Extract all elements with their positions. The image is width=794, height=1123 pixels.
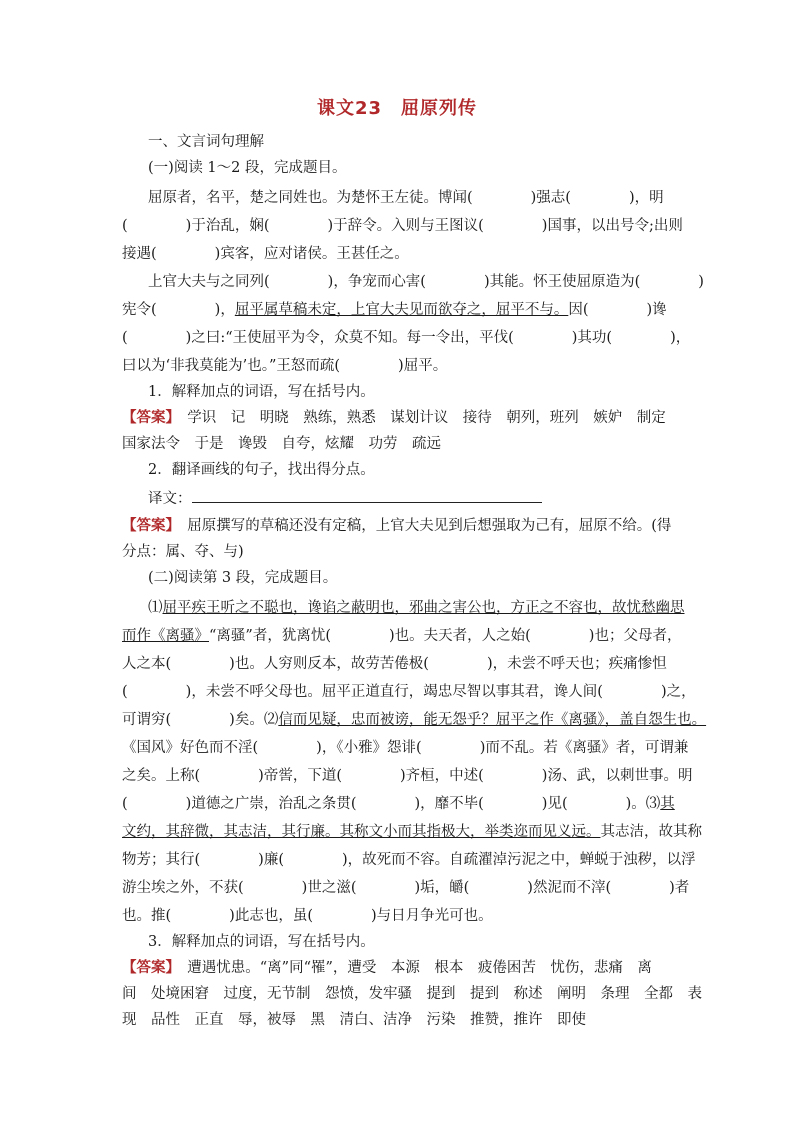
passage-line [122, 626, 682, 646]
answer-text: 学识 记 明晓 熟练，熟悉 谋划计议 接待 朝列，班列 嫉妒 制定 [172, 410, 666, 426]
answer-line: 现 品性 正直 辱，被辱 黑 清白、洁净 污染 推赞，推许 即使 [122, 1012, 586, 1028]
translation-line [148, 488, 708, 509]
page-title: 课文23 屈原列传 [316, 98, 478, 119]
answer-label: 【答案】 [122, 517, 173, 534]
translation-label: 译文： [148, 491, 192, 507]
passage-text: 其志洁，故其称 [600, 824, 702, 840]
answer-line: 分点：属、夺、与) [122, 544, 244, 560]
question-1: 1．解释加点的词语，写在括号内。 [148, 384, 375, 400]
passage-line: ( )，未尝不呼父母也。屈平正道直行，竭忠尽智以事其君，谗人间( )之， [122, 684, 696, 700]
passage-text: 因( )谗 [568, 302, 667, 318]
question-3: 3．解释加点的词语，写在括号内。 [148, 934, 375, 950]
answer-line [122, 408, 682, 428]
passage-line: ( )之曰:“王使屈平为令，众莫不知。每一令出，平伐( )其功( )， [122, 330, 691, 346]
passage-line: 物芳；其行( )廉( )，故死而不容。自疏濯淖污泥之中，蝉蜕于浊秽，以浮 [122, 852, 696, 868]
passage-line [122, 710, 707, 730]
passage-line [122, 822, 702, 842]
passage-line [122, 794, 682, 814]
passage-text: 可谓穷( )矣。⑵ [122, 712, 279, 728]
underlined-sentence: 屈平属草稿未定，上官大夫见而欲夺之，屈平不与。 [234, 302, 569, 318]
part-heading: (一)阅读 1～2 段，完成题目。 [148, 160, 347, 176]
passage-line: 接遇( )宾客，应对诸侯。王甚任之。 [122, 246, 409, 262]
passage-line: 《国风》好色而不淫( )，《小雅》怨诽( )而不乱。若《离骚》者，可谓兼 [122, 740, 689, 756]
underlined-sentence: 文约，其辞微，其志洁，其行廉。其称文小而其指极大，举类迩而见义远。 [122, 824, 601, 840]
passage-text: “离骚”者，犹离忧( )也。夫天者，人之始( )也；父母者， [209, 628, 682, 644]
passage-line [148, 598, 708, 618]
answer-text: 遭遇忧患。“离”同“罹”，遭受 本源 根本 疲倦困苦 忧伤，悲痛 离 [172, 960, 652, 976]
passage-line: 游尘埃之外，不获( )世之滋( )垢，皭( )然泥而不滓( )者 [122, 880, 690, 896]
passage-line: 曰以为‘非我莫能为’也。”王怒而疏( )屈平。 [122, 358, 448, 374]
passage-text: ( )道德之广崇，治乱之条贯( )，靡不毕( )见( )。⑶ [122, 796, 661, 812]
underlined-sentence: 而作《离骚》 [122, 628, 209, 644]
answer-label: 【答案】 [122, 959, 173, 976]
passage-text: 宪令( )， [122, 302, 235, 318]
passage-line [122, 300, 682, 320]
passage-line: 人之本( )也。人穷则反本，故劳苦倦极( )，未尝不呼天也；疾痛惨怛 [122, 656, 667, 672]
passage-line: 上官大夫与之同列( )，争宠而心害( )其能。怀王使屈原造为( ) [148, 274, 704, 290]
passage-line: ( )于治乱，娴( )于辞令。入则与王图议( )国事，以出号令;出则 [122, 218, 683, 234]
answer-line: 国家法令 于是 谗毁 自夸，炫耀 功劳 疏远 [122, 436, 441, 452]
passage-text: ⑴ [148, 600, 163, 616]
underlined-sentence: 屈平疾王听之不聪也，谗谄之蔽明也，邪曲之害公也，方正之不容也，故忧愁幽思 [162, 600, 685, 616]
answer-text: 屈原撰写的草稿还没有定稿，上官大夫见到后想强取为己有，屈原不给。(得 [172, 518, 672, 534]
underlined-sentence: 其 [660, 796, 675, 812]
translation-blank[interactable] [192, 488, 542, 503]
answer-line [122, 516, 682, 536]
question-2: 2．翻译画线的句子，找出得分点。 [148, 462, 375, 478]
passage-line: 之矣。上称( )帝喾，下道( )齐桓，中述( )汤、武，以刺世事。明 [122, 768, 693, 784]
part-heading: (二)阅读第 3 段，完成题目。 [148, 570, 338, 586]
answer-label: 【答案】 [122, 409, 173, 426]
answer-line: 间 处境困窘 过度，无节制 怨愤，发牢骚 提到 提到 称述 阐明 条理 全都 表 [122, 986, 702, 1002]
underlined-sentence: 信而见疑，忠而被谤，能无怨乎？屈平之作《离骚》，盖自怨生也。 [278, 712, 707, 728]
passage-line: 也。推( )此志也，虽( )与日月争光可也。 [122, 908, 493, 924]
passage-line: 屈原者，名平，楚之同姓也。为楚怀王左徒。博闻( )强志( )，明 [148, 190, 664, 206]
answer-line [122, 958, 682, 978]
section-heading: 一、文言词句理解 [148, 134, 264, 150]
